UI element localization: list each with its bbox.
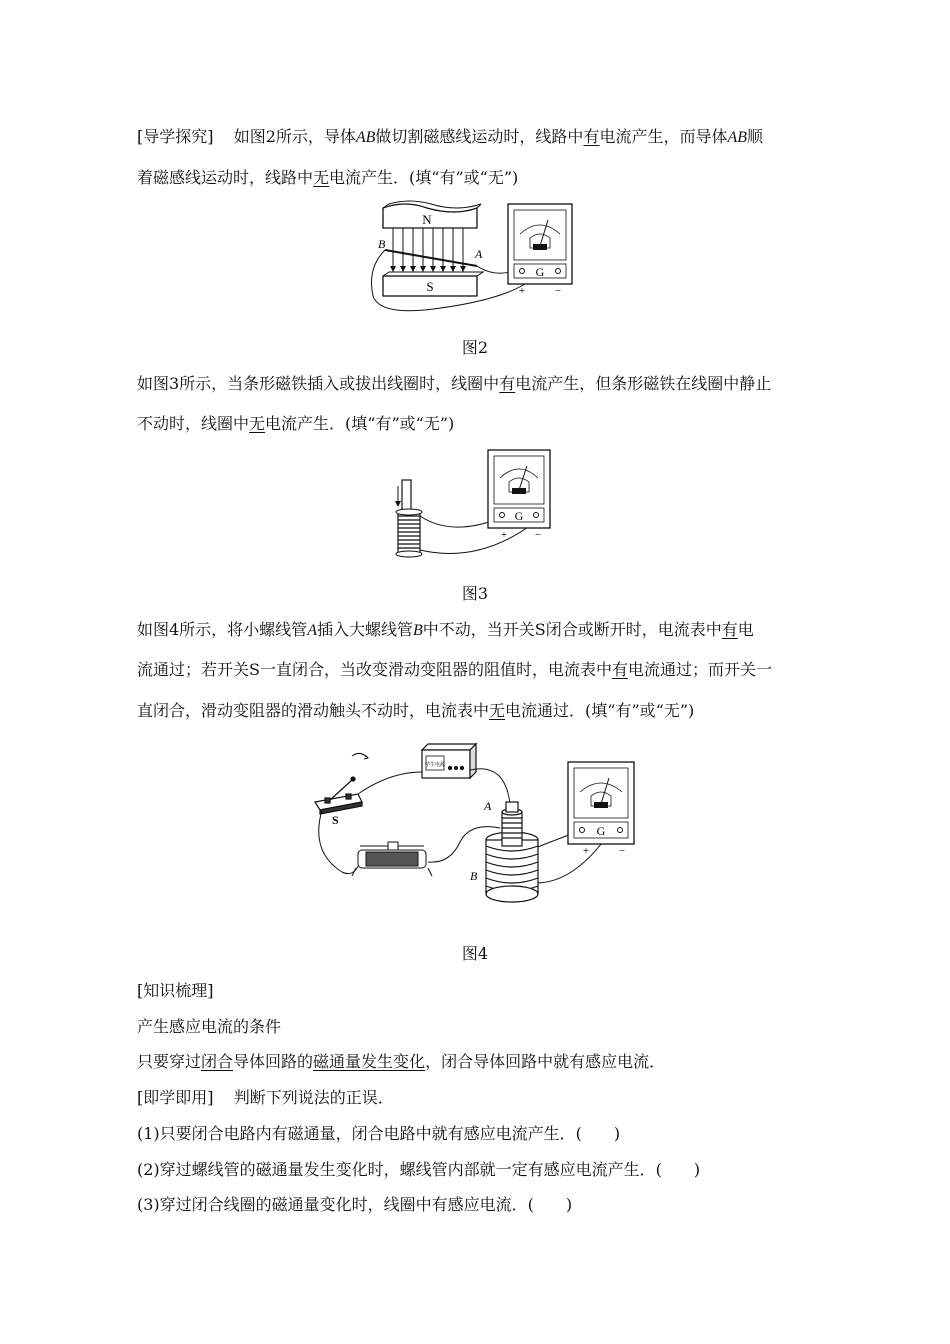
- power-supply: [422, 744, 476, 778]
- figure-2-caption: 图2: [461, 338, 489, 357]
- text-segment: 流通过；若开关S一直闭合，当改变滑动变阻器的阻值时，电流表中: [137, 660, 612, 679]
- figure-2-diagram: [365, 198, 580, 316]
- answer-blank: 有: [611, 660, 628, 679]
- guided-exploration-tag: [导学探究]: [137, 127, 214, 146]
- answer-blank: 有: [583, 127, 600, 146]
- text-segment: 电流产生．(填“有”或“无”): [329, 168, 519, 187]
- text-segment: 如图2所示，导体: [233, 127, 356, 146]
- figure-3-diagram: [390, 446, 555, 564]
- answer-blank: 无: [313, 168, 330, 187]
- text-segment: 顺: [747, 127, 764, 146]
- answer-blank: 无: [249, 414, 266, 433]
- switch: [315, 777, 362, 814]
- practice-header: [137, 1087, 394, 1109]
- section-2-line-2: [137, 413, 454, 435]
- minus-label: −: [554, 285, 562, 297]
- text-segment: 电流产生，而导体: [599, 127, 728, 146]
- answer-blank: 闭合: [201, 1052, 234, 1071]
- practice-intro: 判断下列说法的正误．: [233, 1088, 394, 1107]
- power-supply-label: 学生电源: [424, 763, 446, 768]
- text-segment: ，闭合导体回路中就有感应电流．: [425, 1052, 666, 1071]
- text-segment: 导体回路的: [233, 1052, 314, 1071]
- switch-label: S: [332, 813, 339, 827]
- text-segment: 电流产生，但条形磁铁在线圈中静止: [515, 374, 772, 393]
- text-segment: 只要穿过: [137, 1052, 202, 1071]
- a-label: A: [475, 247, 483, 261]
- knowledge-tag: [知识梳理]: [137, 981, 214, 1000]
- solenoid-b-label: B: [470, 869, 478, 883]
- text-segment: 如图3所示，当条形磁铁插入或拔出线圈时，线圈中: [137, 374, 500, 393]
- answer-blank: 无: [489, 701, 506, 720]
- knowledge-statement: [137, 1051, 665, 1073]
- section-3-line-2: [137, 659, 772, 681]
- small-solenoid-a: [502, 802, 522, 846]
- galvanometer-label: G: [514, 509, 524, 523]
- galvanometer-label: G: [596, 824, 606, 838]
- conductor-label: AB: [355, 129, 376, 146]
- rheostat: [352, 842, 432, 876]
- knowledge-heading: 产生感应电流的条件: [137, 1017, 282, 1036]
- answer-blank: 磁通量发生变化: [313, 1052, 426, 1071]
- text-segment: 插入大螺线管: [316, 620, 413, 639]
- practice-item: (3)穿过闭合线圈的磁通量变化时，线圈中有感应电流．( ): [137, 1195, 573, 1214]
- solenoid-a-label: A: [307, 622, 317, 639]
- figure-4-caption: 图4: [461, 944, 489, 963]
- coil: [398, 512, 420, 554]
- section-3-line-1: [137, 619, 754, 642]
- guided-exploration-line-1: [137, 126, 763, 149]
- field-lines: [393, 228, 463, 272]
- practice-tag: [即学即用]: [137, 1088, 214, 1107]
- text-segment: 电流通过；而开关一: [627, 660, 772, 679]
- text-segment: 电: [737, 620, 754, 639]
- south-label: S: [426, 279, 434, 294]
- b-label: B: [378, 237, 386, 251]
- figure-4-diagram: [310, 742, 640, 912]
- conductor-label: AB: [727, 129, 748, 146]
- figure-3-caption: 图3: [461, 584, 489, 603]
- section-3-line-3: [137, 700, 694, 722]
- text-segment: 如图4所示，将小螺线管: [137, 620, 308, 639]
- text-segment: 着磁感线运动时，线路中: [137, 168, 314, 187]
- answer-blank: 有: [499, 374, 516, 393]
- plus-label: +: [500, 529, 508, 541]
- galvanometer-label: G: [535, 265, 545, 279]
- practice-item: (1)只要闭合电路内有磁通量，闭合电路中就有感应电流产生．( ): [137, 1124, 621, 1143]
- text-segment: 做切割磁感线运动时，线路中: [375, 127, 584, 146]
- minus-label: −: [618, 845, 626, 857]
- practice-item: (2)穿过螺线管的磁通量发生变化时，螺线管内部就一定有感应电流产生．( ): [137, 1160, 701, 1179]
- solenoid-a-label: A: [484, 799, 492, 813]
- minus-label: −: [534, 529, 542, 541]
- text-segment: 中不动，当开关S闭合或断开时，电流表中: [422, 620, 722, 639]
- answer-blank: 有: [721, 620, 738, 639]
- plus-label: +: [518, 285, 526, 297]
- guided-exploration-line-2: [137, 167, 518, 189]
- north-label: N: [422, 212, 432, 227]
- text-segment: 不动时，线圈中: [137, 414, 250, 433]
- text-segment: 直闭合，滑动变阻器的滑动触头不动时，电流表中: [137, 701, 490, 720]
- plus-label: +: [582, 845, 590, 857]
- text-segment: 电流产生．(填“有”或“无”): [265, 414, 455, 433]
- text-segment: 电流通过．(填“有”或“无”): [505, 701, 695, 720]
- section-2-line-1: [137, 373, 771, 395]
- solenoid-b-label: B: [412, 622, 423, 639]
